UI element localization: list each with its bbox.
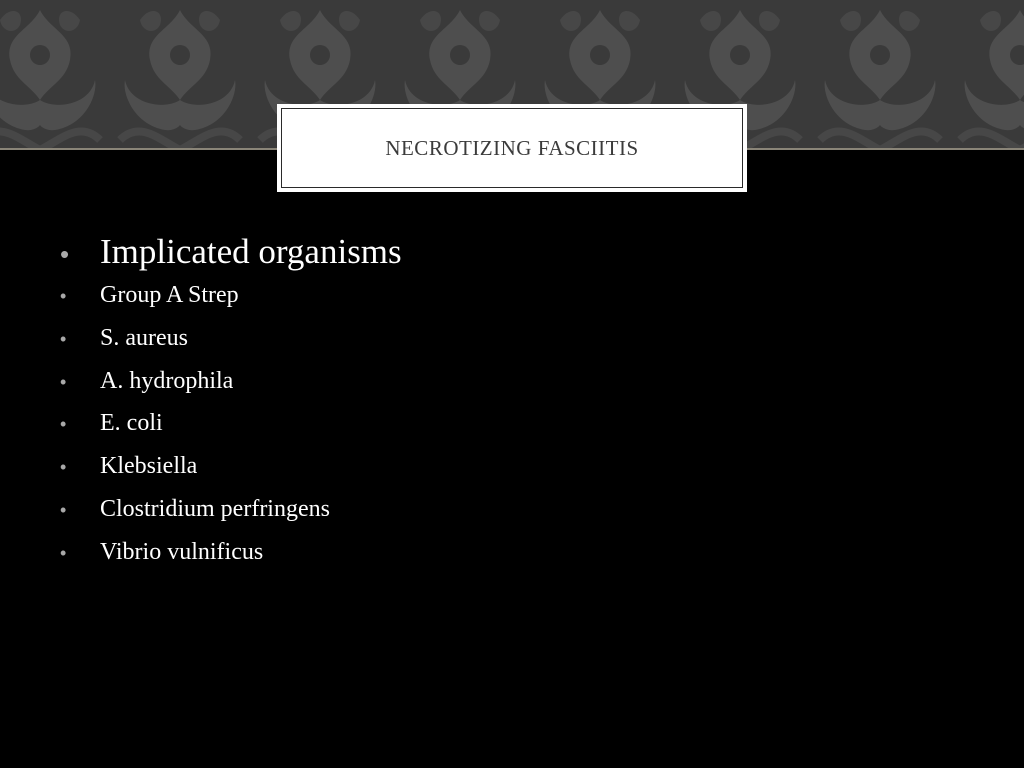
list-item-text: S. aureus: [100, 324, 188, 351]
list-item: [60, 282, 960, 325]
title-frame: [281, 108, 743, 188]
list-item: [60, 539, 960, 582]
list-item-text: Group A Strep: [100, 282, 239, 308]
bullet-icon: •: [60, 286, 67, 306]
bullet-list: [60, 232, 960, 582]
list-item-text: E. coli: [100, 410, 163, 437]
list-item-text: A. hydrophila: [100, 367, 234, 394]
bullet-icon: •: [60, 414, 67, 435]
list-item: [60, 453, 960, 496]
bullet-icon: •: [60, 499, 67, 520]
list-item: [60, 410, 960, 453]
list-item-text: Klebsiella: [100, 453, 198, 480]
list-item-text: Vibrio vulnificus: [100, 538, 264, 565]
list-item-text: Clostridium perfringens: [100, 495, 330, 522]
bullet-heading: [60, 232, 960, 282]
bullet-icon: •: [60, 457, 67, 478]
bullet-icon: •: [60, 371, 67, 392]
slide-title: NECROTIZING FASCIITIS: [385, 135, 639, 160]
heading-text: Implicated organisms: [100, 232, 402, 271]
bullet-icon: •: [60, 239, 70, 269]
list-item: [60, 368, 960, 411]
list-item: [60, 325, 960, 368]
bullet-icon: •: [60, 542, 67, 563]
bullet-icon: •: [60, 328, 67, 349]
title-box: [277, 104, 747, 192]
list-item: [60, 496, 960, 539]
